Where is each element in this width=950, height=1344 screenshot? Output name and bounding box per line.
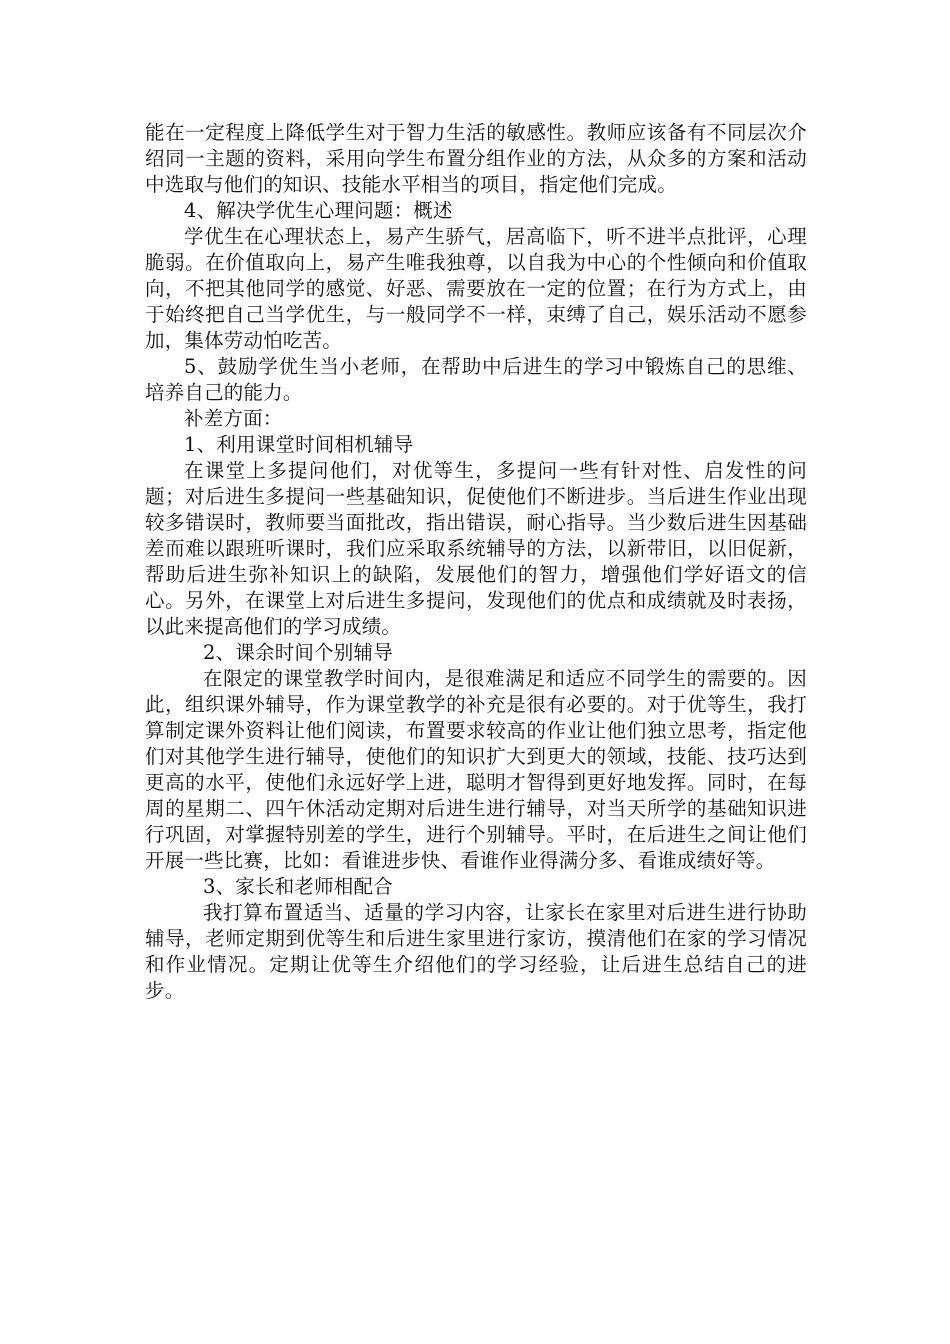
- heading-item-4: 4、解决学优生心理问题：概述: [184, 199, 453, 222]
- paragraph-classroom-guidance: 在课堂上多提问他们，对优等生，多提问一些有针对性、启发性的问题；对后进生多提问一些基础知识，促使他们不断进步。当后进生作业出现较多错误时，教师要当面批改，指出错误，耐心指导。当少数后进生因基础差而难以跟班听课时，我们应采取系统辅导的方法，以新带旧，以旧促新，帮助后进生弥补知识上的缺陷，发展他们的智力，增强他们学好语文的信心。另外，在课堂上对后进生多提问，发现他们的优点和成绩就及时表扬，以此来提高他们的学习成绩。: [145, 459, 807, 638]
- heading-item-2: 2、课余时间个别辅导: [203, 641, 393, 664]
- heading-item-3: 3、家长和老师相配合: [203, 875, 393, 898]
- heading-item-5: 5、鼓励学优生当小老师，在帮助中后进生的学习中锻炼自己的思维、培养自己的能力。: [145, 355, 807, 404]
- section-heading-remedial: 补差方面：: [184, 407, 283, 430]
- paragraph-gifted-psychology: 学优生在心理状态上，易产生骄气，居高临下，听不进半点批评，心理脆弱。在价值取向上，易产生唯我独尊，以自我为中心的个性倾向和价值取向，不把其他同学的感觉、好恶、需要放在一定的位置；在行为方式上，由于始终把自己当学优生，与一般同学不一样，束缚了自己，娱乐活动不愿参加，集体劳动怕吃苦。: [145, 225, 807, 352]
- paragraph-continuation: 能在一定程度上降低学生对于智力生活的敏感性。教师应该备有不同层次介绍同一主题的资料，采用向学生布置分组作业的方法，从众多的方案和活动中选取与他们的知识、技能水平相当的项目，指定他们完成。: [145, 121, 807, 196]
- heading-item-1: 1、利用课堂时间相机辅导: [184, 433, 414, 456]
- document-body: [145, 120, 807, 1004]
- paragraph-after-class-guidance: 在限定的课堂教学时间内，是很难满足和适应不同学生的需要的。因此，组织课外辅导，作为课堂教学的补充是很有必要的。对于优等生，我打算制定课外资料让他们阅读，布置要求较高的作业让他们独立思考，指定他们对其他学生进行辅导，使他们的知识扩大到更大的领域，技能、技巧达到更高的水平，使他们永远好学上进，聪明才智得到更好地发挥。同时，在每周的星期二、四午休活动定期对后进生进行辅导，对当天所学的基础知识进行巩固，对掌握特别差的学生，进行个别辅导。平时，在后进生之间让他们开展一些比赛，比如：看谁进步快、看谁作业得满分多、看谁成绩好等。: [145, 667, 807, 872]
- paragraph-parent-cooperation: 我打算布置适当、适量的学习内容，让家长在家里对后进生进行协助辅导，老师定期到优等生和后进生家里进行家访，摸清他们在家的学习情况和作业情况。定期让优等生介绍他们的学习经验，让后进生总结自己的进步。: [145, 901, 807, 1002]
